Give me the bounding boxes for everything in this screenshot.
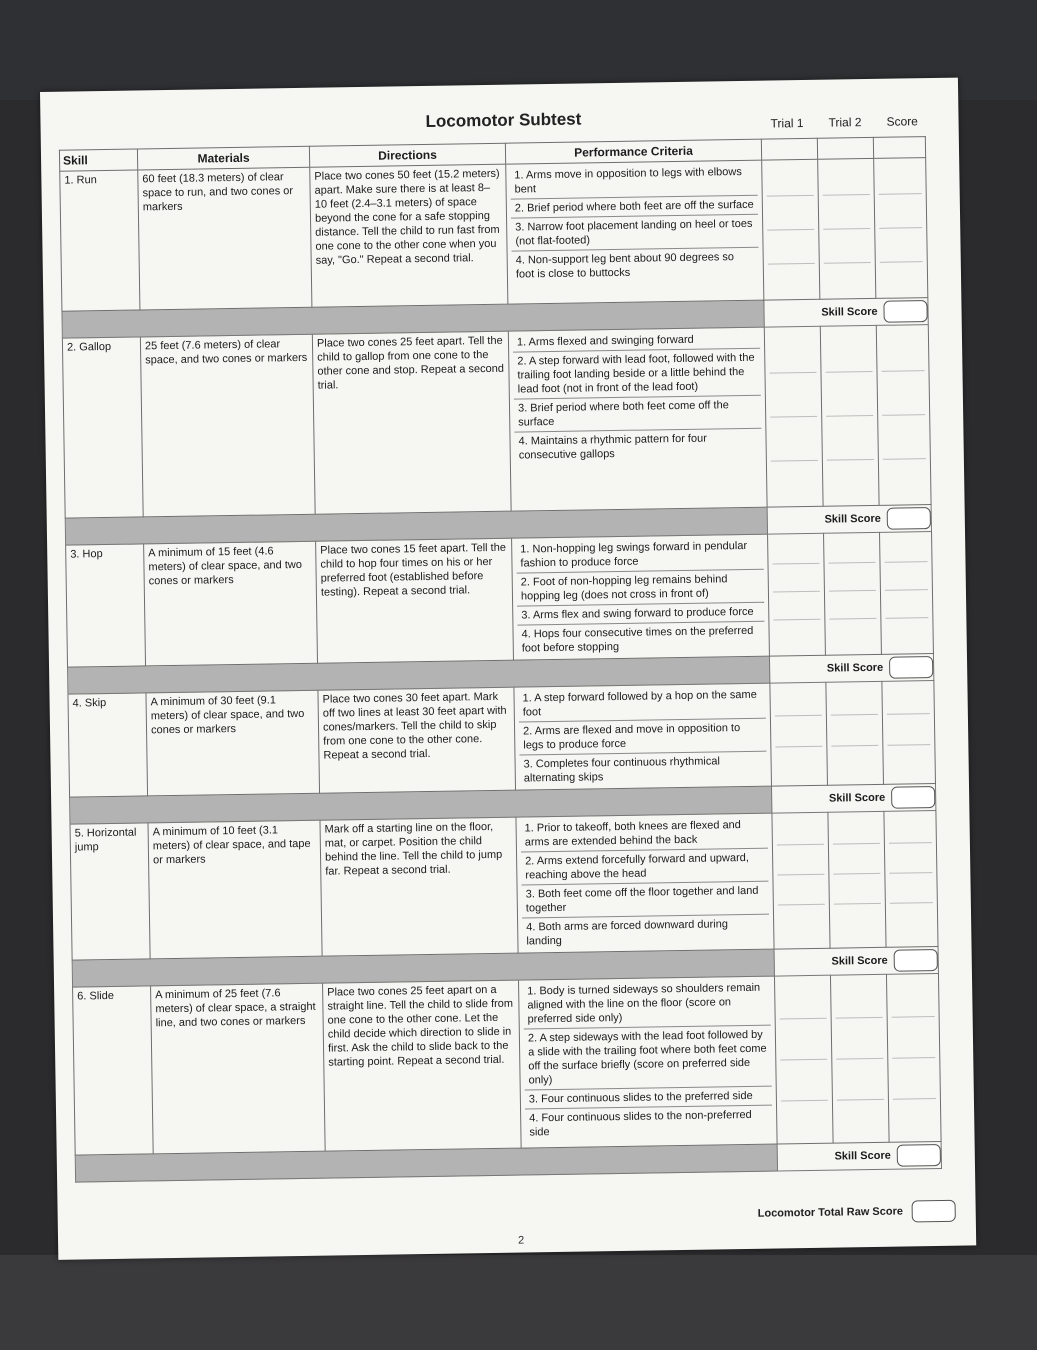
score-entry[interactable] [822, 161, 870, 196]
score-cell[interactable] [880, 532, 934, 655]
skill-materials: A minimum of 30 feet (9.1 meters) of clear space, and two cones or markers [146, 690, 320, 796]
total-raw-score-box[interactable] [912, 1200, 956, 1223]
score-entry[interactable] [880, 262, 924, 296]
score-entry[interactable] [887, 745, 930, 776]
criterion-item: 2. Brief period where both feet are off the surface [511, 196, 758, 219]
criterion-item: 3. Narrow foot placement landing on heel or toes (not flat-footed) [511, 215, 758, 252]
skill-column-header: Skill [59, 149, 137, 171]
trial-2-cell[interactable] [828, 811, 886, 948]
score-cell[interactable] [884, 811, 938, 948]
criterion-item: 1. Arms flexed and swinging forward [513, 330, 760, 353]
criterion-item: 1. Non-hopping leg swings forward in pendular fashion to produce force [516, 537, 763, 574]
skill-row [60, 158, 928, 312]
skill-materials: A minimum of 25 feet (7.6 meters) of clear space, a straight line, and two cones or markers [151, 983, 326, 1154]
score-entry[interactable] [826, 416, 874, 461]
skill-name: 2. Gallop [62, 337, 143, 518]
score-entry[interactable] [887, 714, 930, 746]
score-entry[interactable] [893, 1099, 937, 1140]
skill-criteria-list [506, 160, 764, 304]
skill-materials: A minimum of 15 feet (4.6 meters) of clear space, and two cones or markers [144, 541, 318, 666]
score-entry[interactable] [830, 684, 877, 716]
score-entry[interactable] [833, 874, 880, 905]
score-entry[interactable] [781, 1101, 829, 1142]
trial-1-cell[interactable] [774, 975, 833, 1144]
materials-column-header: Materials [137, 146, 309, 170]
skill-score-box[interactable] [891, 786, 935, 809]
score-entry[interactable] [772, 536, 819, 565]
criterion-item: 4. Maintains a rhythmic pattern for four consecutive gallops [518, 432, 707, 462]
score-entry[interactable] [767, 196, 815, 231]
score-entry[interactable] [837, 1100, 885, 1141]
trial-2-cell[interactable] [826, 681, 884, 785]
score-entry[interactable] [878, 160, 922, 195]
score-entry[interactable] [825, 328, 873, 373]
skill-name: 1. Run [60, 170, 140, 311]
score-entry[interactable] [826, 372, 874, 417]
score-entry[interactable] [777, 845, 824, 876]
skill-name: 3. Hop [66, 544, 146, 667]
score-entry[interactable] [775, 747, 822, 778]
score-cell[interactable] [876, 325, 931, 506]
score-entry[interactable] [835, 977, 883, 1019]
skill-row [70, 811, 938, 961]
score-entry[interactable] [883, 459, 927, 503]
document-page [40, 78, 976, 1260]
criterion-item: 3. Brief period where both feet come off the surface [514, 396, 761, 433]
skill-score-label: Skill Score [828, 791, 886, 805]
criteria-column-header: Performance Criteria [505, 139, 761, 164]
criterion-item: 1. Body is turned sideways so shoulders remain aligned with the line on the floor (score on preferred side only) [523, 979, 771, 1030]
criterion-item: 4. Four continuous slides to the non-preferred side [529, 1108, 752, 1139]
trial-2-cell[interactable] [820, 325, 879, 506]
score-entry[interactable] [829, 563, 876, 592]
criterion-item: 2. A step sideways with the lead foot followed by a slide with the trailing foot where both feet come off the surface briefly (score on preferred side only) [524, 1026, 772, 1091]
skill-name: 4. Skip [68, 693, 148, 797]
directions-column-header: Directions [309, 143, 505, 167]
score-entry[interactable] [773, 620, 820, 648]
skill-score-label: Skill Score [831, 954, 888, 968]
skill-score-box[interactable] [897, 1144, 941, 1167]
score-entry[interactable] [770, 417, 818, 462]
total-raw-score [758, 1200, 957, 1225]
criterion-item: 4. Hops four consecutive times on the preferred foot before stopping [521, 624, 754, 655]
criterion-item: 3. Four continuous slides to the preferred side [525, 1087, 772, 1110]
score-header: Score [886, 114, 919, 129]
page-title: Locomotor Subtest [425, 109, 582, 131]
score-cell[interactable] [882, 681, 936, 785]
trial-1-cell[interactable] [768, 533, 826, 656]
score-entry[interactable] [774, 685, 821, 717]
score-entry[interactable] [882, 415, 926, 460]
criterion-item: 2. Arms are flexed and move in opposition to legs to produce force [519, 719, 766, 756]
trial-2-cell[interactable] [830, 974, 889, 1143]
criterion-item: 1. Prior to takeoff, both knees are flexed and arms are extended behind the back [520, 816, 767, 853]
skill-criteria-list [519, 976, 778, 1148]
score-entry[interactable] [828, 535, 875, 564]
score-entry[interactable] [831, 746, 878, 777]
skill-directions: Mark off a starting line on the floor, mat, or carpet. Position the child behind the line. Tell the child to jump far. Repeat a second trial. [320, 817, 518, 956]
skill-score [769, 654, 933, 684]
criterion-item: 2. Foot of non-hopping leg remains behind hopping leg (does not cross in front of) [517, 570, 764, 607]
trial-1-header: Trial 1 [770, 116, 804, 131]
score-entry[interactable] [885, 618, 928, 646]
score-entry[interactable] [777, 875, 824, 906]
score-entry[interactable] [823, 229, 871, 264]
score-entry[interactable] [827, 460, 875, 504]
skill-materials: 60 feet (18.3 meters) of clear space to run, and two cones or markers [138, 167, 312, 310]
score-entry[interactable] [834, 904, 881, 934]
skill-score-box[interactable] [894, 949, 938, 972]
score-entry[interactable] [767, 230, 815, 265]
skill-score [767, 505, 931, 535]
skill-score-label: Skill Score [834, 1149, 891, 1163]
score-entry[interactable] [832, 814, 879, 845]
score-cell[interactable] [886, 973, 941, 1142]
trial-1-cell[interactable] [764, 326, 823, 507]
skill-materials: 25 feet (7.6 meters) of clear space, and two cones or markers [140, 334, 315, 517]
score-entry[interactable] [779, 978, 827, 1020]
criterion-item: 2. Arms extend forcefully forward and upward, reaching above the head [521, 849, 768, 886]
score-entry[interactable] [890, 903, 933, 933]
skill-score-label: Skill Score [826, 661, 884, 675]
score-entry[interactable] [889, 873, 932, 904]
skill-score [774, 946, 938, 976]
skill-name: 6. Slide [73, 986, 154, 1155]
score-cell[interactable] [874, 158, 928, 299]
criterion-item: 1. A step forward followed by a hop on the same foot [518, 686, 765, 723]
skill-criteria-list [512, 534, 770, 660]
score-entry[interactable] [881, 327, 925, 372]
score-entry[interactable] [766, 162, 814, 197]
criterion-item: 4. Both arms are forced downward during landing [526, 918, 729, 948]
trial-1-cell[interactable] [770, 682, 828, 786]
photo-background-bottom [0, 1255, 1037, 1350]
skill-criteria-list [514, 683, 772, 790]
page-number: 2 [518, 1234, 525, 1247]
score-entry[interactable] [881, 371, 925, 416]
score-entry[interactable] [771, 461, 819, 505]
skill-criteria-list [516, 813, 774, 953]
score-entry[interactable] [773, 592, 820, 621]
score-entry[interactable] [836, 1018, 884, 1060]
score-entry[interactable] [833, 844, 880, 875]
score-entry[interactable] [829, 619, 876, 647]
score-entry[interactable] [776, 815, 823, 846]
locomotor-table [59, 136, 942, 1182]
skill-row [66, 532, 934, 668]
trial-1-cell[interactable] [772, 812, 830, 949]
score-entry[interactable] [892, 1017, 936, 1059]
criterion-item: 1. Arms move in opposition to legs with elbows bent [510, 163, 757, 200]
score-entry[interactable] [831, 715, 878, 747]
skill-score [771, 784, 935, 814]
score-entry[interactable] [780, 1019, 828, 1061]
criterion-item: 3. Arms flex and swing forward to produce force [517, 603, 764, 626]
score-entry[interactable] [775, 716, 822, 748]
score-entry[interactable] [879, 194, 923, 229]
trial-2-header: Trial 2 [828, 115, 862, 130]
total-raw-score-label: Locomotor Total Raw Score [757, 1205, 904, 1220]
skill-score-label: Skill Score [821, 305, 878, 319]
score-column [873, 137, 925, 159]
score-entry[interactable] [886, 683, 929, 715]
score-entry[interactable] [770, 373, 818, 418]
trial-2-column [817, 137, 873, 159]
score-entry[interactable] [888, 813, 931, 844]
skill-directions: Place two cones 30 feet apart. Mark off two lines at least 30 feet apart with cones/markers. Tell the child to skip from one cone to the other cone. Repeat a second trial. [318, 687, 516, 793]
score-entry[interactable] [778, 905, 825, 935]
skill-score [777, 1141, 941, 1171]
criterion-item: 2. A step forward with lead foot, followed with the trailing foot landing beside or a little behind the lead foot (not in front of the lead foot) [513, 349, 761, 400]
criterion-item: 4. Non-support leg bent about 90 degrees so foot is close to buttocks [515, 251, 735, 281]
score-entry[interactable] [885, 590, 928, 619]
score-entry[interactable] [768, 264, 816, 298]
skill-score-box[interactable] [887, 507, 931, 530]
score-entry[interactable] [884, 534, 927, 563]
score-entry[interactable] [773, 564, 820, 593]
score-entry[interactable] [824, 263, 872, 297]
criterion-item: 3. Completes four continuous rhythmical alternating skips [523, 755, 720, 785]
skill-criteria-list [508, 327, 767, 511]
skill-directions: Place two cones 15 feet apart. Tell the child to hop four times on his or her preferred foot (established before testing). Repeat a second trial. [316, 538, 514, 663]
score-entry[interactable] [769, 329, 817, 374]
skill-directions: Place two cones 25 feet apart. Tell the child to gallop from one cone to the other cone and stop. Repeat a second trial. [312, 331, 511, 514]
score-entry[interactable] [892, 1058, 936, 1100]
skill-row [73, 973, 942, 1155]
score-entry[interactable] [780, 1060, 828, 1102]
skill-score-box[interactable] [883, 300, 927, 323]
skill-score [764, 298, 928, 328]
score-entry[interactable] [836, 1059, 884, 1101]
score-entry[interactable] [823, 195, 871, 230]
trial-2-cell[interactable] [824, 532, 882, 655]
trial-1-column [761, 138, 817, 160]
score-entry[interactable] [884, 562, 927, 591]
trial-1-cell[interactable] [762, 159, 820, 300]
score-entry[interactable] [889, 843, 932, 874]
skill-name: 5. Horizontal jump [70, 823, 150, 960]
skill-directions: Place two cones 50 feet (15.2 meters) apart. Make sure there is at least 8–10 feet (2.4–3.1 meters) of space beyond the cone for a safe stopping distance. Tell the child to run fast from one cone to the other cone when you say, "Go." Repeat a second trial. [310, 164, 508, 307]
skill-directions: Place two cones 25 feet apart on a straight line. Tell the child to slide from one cone to the other cone. Let the child decide which direction to slide in first. Ask the child to slide back to the starting point. Repeat a second trial. [323, 980, 522, 1151]
score-entry[interactable] [829, 591, 876, 620]
trial-2-cell[interactable] [818, 158, 876, 299]
skill-materials: A minimum of 10 feet (3.1 meters) of clear space, and tape or markers [148, 820, 322, 959]
criterion-item: 3. Both feet come off the floor together and land together [522, 882, 769, 919]
score-entry[interactable] [891, 976, 935, 1018]
skill-row [62, 325, 931, 519]
skill-score-label: Skill Score [824, 512, 881, 526]
skill-row [68, 681, 936, 798]
skill-score-box[interactable] [889, 656, 933, 679]
score-entry[interactable] [879, 228, 923, 263]
